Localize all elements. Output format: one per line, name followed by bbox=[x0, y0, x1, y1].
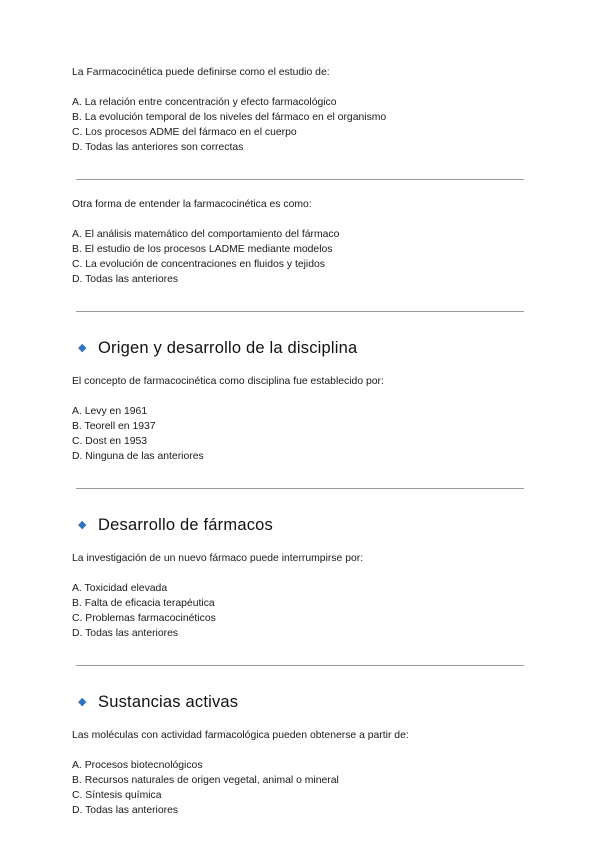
section-title: Origen y desarrollo de la disciplina bbox=[98, 339, 358, 357]
divider bbox=[76, 311, 524, 312]
option-list bbox=[72, 95, 524, 155]
option-d: D. Ninguna de las anteriores bbox=[72, 451, 204, 462]
option-list bbox=[72, 581, 524, 641]
option-d: D. Todas las anteriores bbox=[72, 274, 179, 285]
question-text: El concepto de farmacocinética como disciplina fue establecido por: bbox=[72, 376, 384, 387]
option-a: A. Levy en 1961 bbox=[72, 406, 148, 417]
option-d: D. Todas las anteriores son correctas bbox=[72, 142, 244, 153]
question-block-1 bbox=[72, 66, 524, 155]
question-block-3 bbox=[72, 338, 524, 464]
section-heading bbox=[72, 515, 524, 535]
question-text: La investigación de un nuevo fármaco puede interrumpirse por: bbox=[72, 553, 364, 564]
option-d: D. Todas las anteriores bbox=[72, 628, 179, 639]
question-text: Otra forma de entender la farmacocinética es como: bbox=[72, 199, 312, 210]
option-c: C. Dost en 1953 bbox=[72, 436, 148, 447]
option-a: A. Procesos biotecnológicos bbox=[72, 760, 203, 771]
option-list bbox=[72, 227, 524, 287]
option-c: C. Síntesis química bbox=[72, 790, 162, 801]
option-c: C. Problemas farmacocinéticos bbox=[72, 613, 216, 624]
question-text: La Farmacocinética puede definirse como el estudio de: bbox=[72, 67, 330, 78]
divider bbox=[76, 665, 524, 666]
question-text: Las moléculas con actividad farmacológica pueden obtenerse a partir de: bbox=[72, 730, 409, 741]
option-c: C. La evolución de concentraciones en fluidos y tejidos bbox=[72, 259, 325, 270]
option-a: A. El análisis matemático del comportamiento del fármaco bbox=[72, 229, 340, 240]
question-block-4 bbox=[72, 515, 524, 641]
option-list bbox=[72, 758, 524, 818]
option-b: B. El estudio de los procesos LADME mediante modelos bbox=[72, 244, 333, 255]
option-d: D. Todas las anteriores bbox=[72, 805, 179, 816]
option-list bbox=[72, 404, 524, 464]
option-a: A. Toxicidad elevada bbox=[72, 583, 168, 594]
diamond-bullet-icon: ◆ bbox=[78, 696, 87, 708]
diamond-bullet-icon: ◆ bbox=[78, 519, 87, 531]
option-b: B. Falta de eficacia terapéutica bbox=[72, 598, 215, 609]
section-title: Desarrollo de fármacos bbox=[98, 516, 273, 534]
option-c: C. Los procesos ADME del fármaco en el cuerpo bbox=[72, 127, 297, 138]
section-title: Sustancias activas bbox=[98, 693, 239, 711]
question-block-5 bbox=[72, 692, 524, 818]
option-b: B. La evolución temporal de los niveles del fármaco en el organismo bbox=[72, 112, 387, 123]
divider bbox=[76, 488, 524, 489]
option-b: B. Recursos naturales de origen vegetal, animal o mineral bbox=[72, 775, 339, 786]
question-block-2 bbox=[72, 198, 524, 287]
section-heading bbox=[72, 692, 524, 712]
document-page bbox=[72, 66, 524, 818]
section-heading bbox=[72, 338, 524, 358]
diamond-bullet-icon: ◆ bbox=[78, 342, 87, 354]
option-a: A. La relación entre concentración y efecto farmacológico bbox=[72, 97, 337, 108]
divider bbox=[76, 179, 524, 180]
option-b: B. Teorell en 1937 bbox=[72, 421, 156, 432]
